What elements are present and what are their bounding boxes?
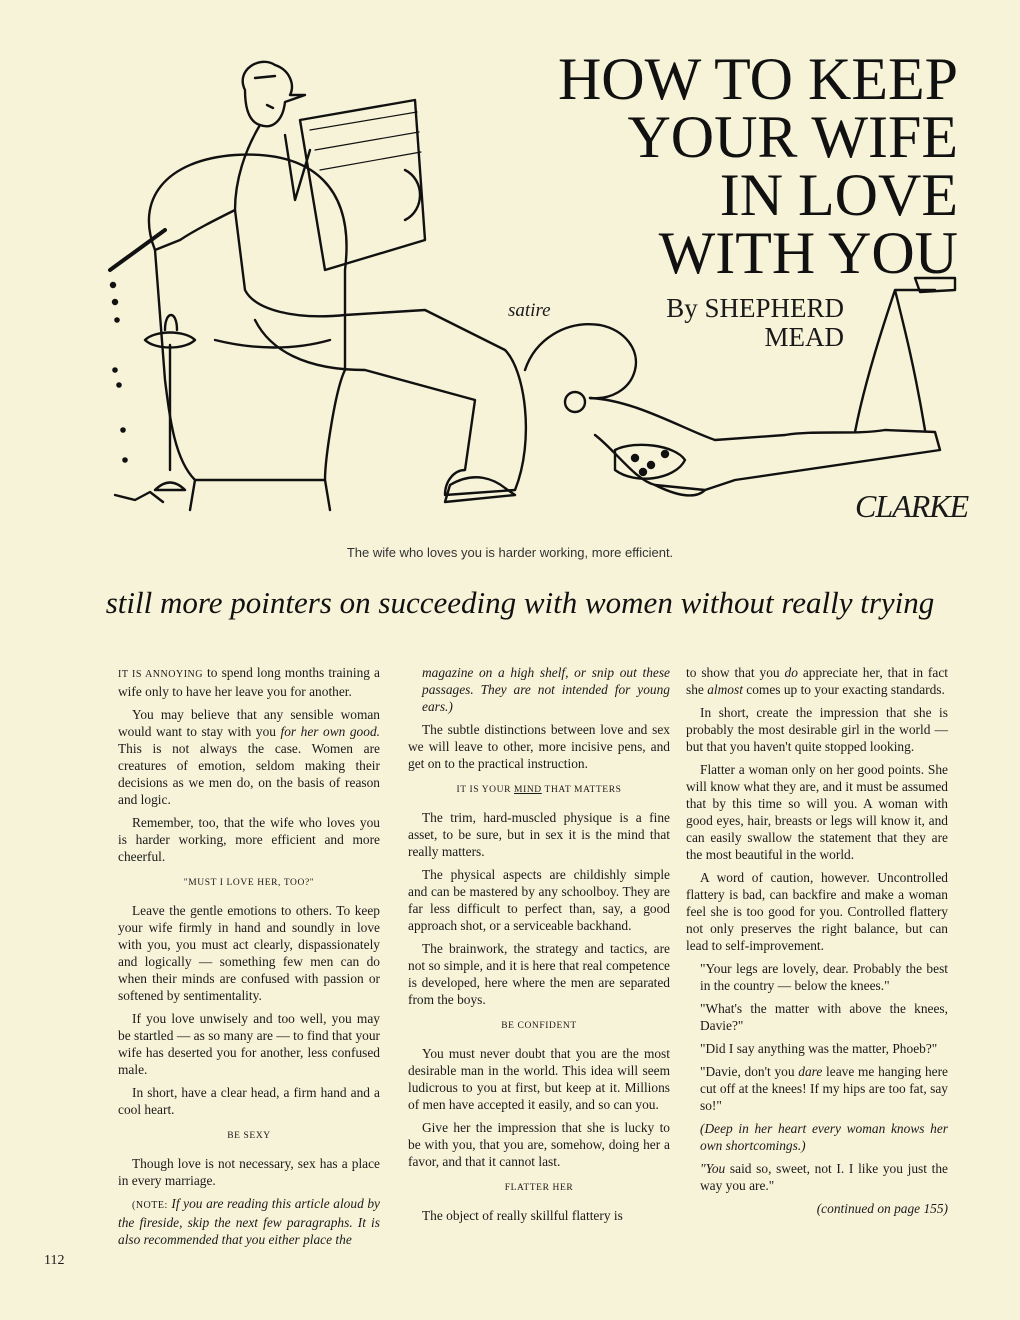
page-number: 112 bbox=[44, 1253, 65, 1268]
paragraph: The subtle distinctions between love and sex we will leave to other, more incisive pens, and get on to the practical instruction. bbox=[408, 722, 670, 771]
heading-run: IT IS YOUR bbox=[456, 785, 515, 795]
dialogue-line bbox=[700, 1160, 948, 1194]
paragraph: The object of really skillful flattery is bbox=[422, 1208, 623, 1223]
text-run: "Davie, don't you bbox=[700, 1064, 799, 1079]
lead-in-smallcaps: IT IS ANNOYING bbox=[118, 669, 203, 680]
paragraph: The physical aspects are childishly simple and can be mastered by any schoolboy. They are far less difficult to perfect than, say, a good approach shot, or a serviceable backhand. bbox=[408, 867, 670, 933]
paragraph: If you love unwisely and too well, you may be startled — as so many are — to find that your wife has deserted you for another, less confused male. bbox=[118, 1011, 380, 1077]
paragraph bbox=[686, 664, 948, 698]
paragraph: In short, create the impression that she is probably the most desirable girl in the world — but that you haven't quite stopped looking. bbox=[686, 705, 948, 754]
emphasis: "You bbox=[700, 1161, 726, 1176]
dialogue-line bbox=[700, 1063, 948, 1114]
paragraph: The trim, hard-muscled physique is a fine asset, to be sure, but in sex it is the mind that really matters. bbox=[408, 810, 670, 859]
section-heading: BE CONFIDENT bbox=[501, 1021, 577, 1031]
heading-run: THAT MATTERS bbox=[541, 785, 622, 795]
editor-note-continued: magazine on a high shelf, or snip out these passages. They are not intended for young ears.) bbox=[422, 665, 670, 714]
note-text: If you are reading this article aloud by the fireside, skip the next few paragraphs. It is also recommended that you either place the bbox=[118, 1196, 380, 1247]
text-run: This is not always the case. Women are creatures of emotion, seldom making their decisions as we men do, on the basis of reason and logic. bbox=[118, 741, 380, 807]
woman-head bbox=[525, 324, 636, 398]
paragraph: The brainwork, the strategy and tactics, are not so simple, and it is here that real competence is developed, here where the men are separated from the boys. bbox=[408, 941, 670, 1007]
editor-note bbox=[118, 1195, 380, 1248]
section-heading: FLATTER HER bbox=[504, 1183, 574, 1193]
text-column-3 bbox=[686, 664, 948, 1223]
text-run: said so, sweet, not I. I like you just the way you are." bbox=[700, 1161, 948, 1193]
dialogue-block bbox=[686, 960, 948, 1217]
section-heading: BE SEXY bbox=[227, 1131, 271, 1141]
paragraph: Flatter a woman only on her good points. She will know what they are, and it must be assumed that by this time so will you. A woman with good eyes, hair, breasts or legs will know it, and can easily swallow the statement that they are the most beautiful in the world. bbox=[686, 762, 948, 862]
earring bbox=[565, 392, 585, 412]
artist-signature: CLARKE bbox=[855, 488, 969, 524]
emphasis: do bbox=[784, 665, 798, 680]
dialogue-line: "Your legs are lovely, dear. Probably the best in the country — below the knees." bbox=[700, 961, 948, 993]
paragraph bbox=[118, 706, 380, 808]
title-line-4: WITH YOU bbox=[658, 220, 958, 286]
illustration-caption: The wife who loves you is harder working, more efficient. bbox=[346, 545, 674, 560]
man-head bbox=[243, 62, 305, 126]
man-suit bbox=[235, 125, 526, 495]
article-byline bbox=[666, 294, 844, 352]
dialogue-aside: (Deep in her heart every woman knows her own shortcomings.) bbox=[700, 1121, 948, 1153]
text-run: You may believe that any sensible woman would want to stay with you bbox=[118, 707, 380, 739]
newspaper bbox=[300, 100, 425, 270]
byline-line-2: MEAD bbox=[764, 322, 844, 352]
text-column-2 bbox=[408, 664, 670, 1230]
article-title bbox=[557, 46, 958, 286]
text-run: comes up to your exacting standards. bbox=[742, 682, 945, 697]
text-column-1 bbox=[118, 664, 380, 1254]
paragraph: You must never doubt that you are the most desirable man in the world. This idea will seem ludicrous to you at first, but keep at it. Millions of men have accepted it easily, and so can you. bbox=[408, 1046, 670, 1112]
paragraph: Remember, too, that the wife who loves you is harder working, more efficient and more cheerful. bbox=[118, 815, 380, 864]
dialogue-line: "What's the matter with above the knees, Davie?" bbox=[700, 1001, 948, 1033]
article-kicker: satire bbox=[508, 300, 551, 321]
ashtray-stand bbox=[145, 333, 195, 491]
byline-line-1: By SHEPHERD bbox=[666, 293, 844, 323]
heading-underlined: MIND bbox=[514, 785, 542, 795]
title-line-3: IN LOVE bbox=[719, 162, 958, 228]
emphasis: almost bbox=[707, 682, 743, 697]
article-deck: still more pointers on succeeding with women without really trying bbox=[105, 585, 935, 620]
text-run: to spend long months training a wife only to have her leave you for another. bbox=[118, 665, 380, 699]
paragraph: In short, have a clear head, a firm hand and a cool heart. bbox=[118, 1085, 380, 1117]
dialogue-line: "Did I say anything was the matter, Phoeb?" bbox=[700, 1041, 938, 1056]
section-heading: "MUST I LOVE HER, TOO?" bbox=[183, 878, 315, 888]
paragraph: Leave the gentle emotions to others. To keep your wife firmly in hand and soundly in love with you, you must act clearly, dispassionately and logically — something few men can do when their minds are confused with passion or softened by sentimentality. bbox=[118, 903, 380, 1003]
note-label: (NOTE: bbox=[132, 1200, 168, 1211]
paragraph: A word of caution, however. Uncontrolled flattery is bad, can backfire and make a woman feel she is too good for you. Controlled flattery not only preserves the right balance, but can lead to self-improvement. bbox=[686, 870, 948, 953]
continued-line: (continued on page 155) bbox=[816, 1201, 948, 1216]
paragraph bbox=[118, 664, 380, 700]
emphasis: for her own good. bbox=[280, 724, 380, 739]
section-heading bbox=[408, 782, 670, 799]
text-run: leave me hanging here cut off at the knees! If my hips are too fat, say so!" bbox=[700, 1064, 948, 1113]
title-line-1: HOW TO KEEP bbox=[557, 46, 958, 112]
text-run: appreciate her, that in fact she bbox=[686, 665, 948, 697]
emphasis: dare bbox=[798, 1064, 823, 1079]
woman-legs bbox=[855, 290, 935, 432]
paragraph: Give her the impression that she is lucky to be with you, that you are, somehow, doing her a favor, and that it cannot last. bbox=[408, 1120, 670, 1169]
text-run: to show that you bbox=[686, 665, 785, 680]
title-line-2: YOUR WIFE bbox=[627, 104, 958, 170]
paragraph: Though love is not necessary, sex has a place in every marriage. bbox=[118, 1156, 380, 1188]
